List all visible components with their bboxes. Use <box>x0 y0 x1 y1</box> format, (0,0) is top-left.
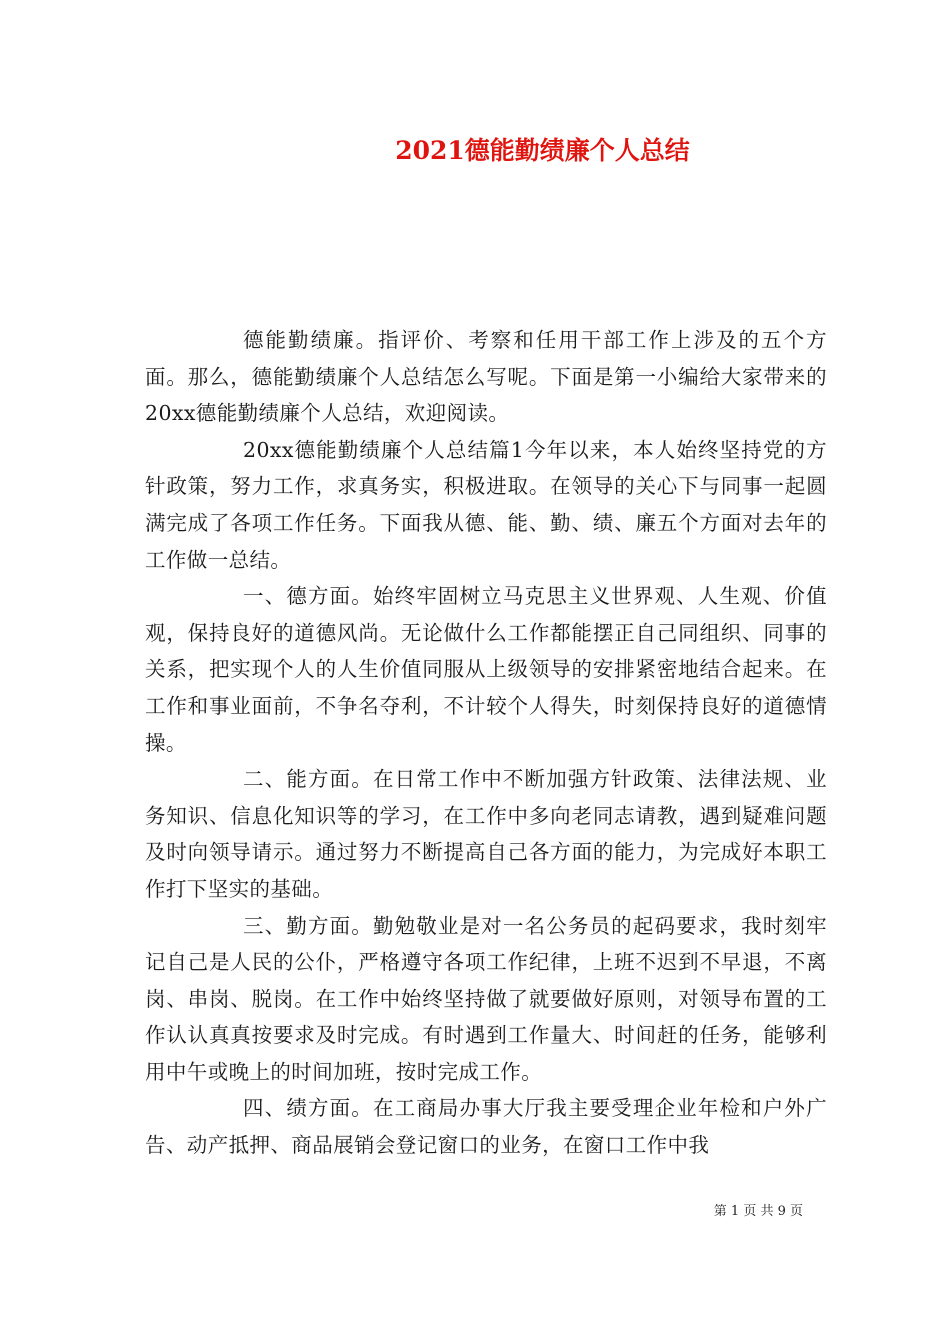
body-paragraph-intro: 德能勤绩廉。指评价、考察和任用干部工作上涉及的五个方面。那么，德能勤绩廉个人总结怎么写呢。下面是第一小编给大家带来的20xx德能勤绩廉个人总结，欢迎阅读。 <box>145 328 827 426</box>
body-paragraph-qin: 三、勤方面。勤勉敬业是对一名公务员的起码要求，我时刻牢记自己是人民的公仆，严格遵守各项工作纪律，上班不迟到不早退，不离岗、串岗、脱岗。在工作中始终坚持做了就要做好原则，对领导布置的工作认认真真按要求及时完成。有时遇到工作量大、时间赶的任务，能够利用中午或晚上的时间加班，按时完成工作。 <box>145 913 827 1084</box>
body-paragraph-neng: 二、能方面。在日常工作中不断加强方针政策、法律法规、业务知识、信息化知识等的学习，在工作中多向老同志请教，遇到疑难问题及时向领导请示。通过努力不断提高自己各方面的能力，为完成好本职工作打下坚实的基础。 <box>145 767 827 901</box>
document-title: 2021德能勤绩廉个人总结 <box>395 136 690 165</box>
body-paragraph-overview: 20xx德能勤绩廉个人总结篇1今年以来，本人始终坚持党的方针政策，努力工作，求真务实，积极进取。在领导的关心下与同事一起圆满完成了各项工作任务。下面我从德、能、勤、绩、廉五个方面对去年的工作做一总结。 <box>145 437 827 572</box>
document-body <box>145 322 827 1164</box>
body-paragraph-ji: 四、绩方面。在工商局办事大厅我主要受理企业年检和户外广告、动产抵押、商品展销会登记窗口的业务，在窗口工作中我 <box>145 1096 827 1158</box>
body-paragraph-de: 一、德方面。始终牢固树立马克思主义世界观、人生观、价值观，保持良好的道德风尚。无论做什么工作都能摆正自己同组织、同事的关系，把实现个人的人生价值同服从上级领导的安排紧密地结合起来。在工作和事业面前，不争名夺利，不计较个人得失，时刻保持良好的道德情操。 <box>145 584 827 755</box>
page-number-footer: 第 1 页 共 9 页 <box>713 1204 803 1219</box>
